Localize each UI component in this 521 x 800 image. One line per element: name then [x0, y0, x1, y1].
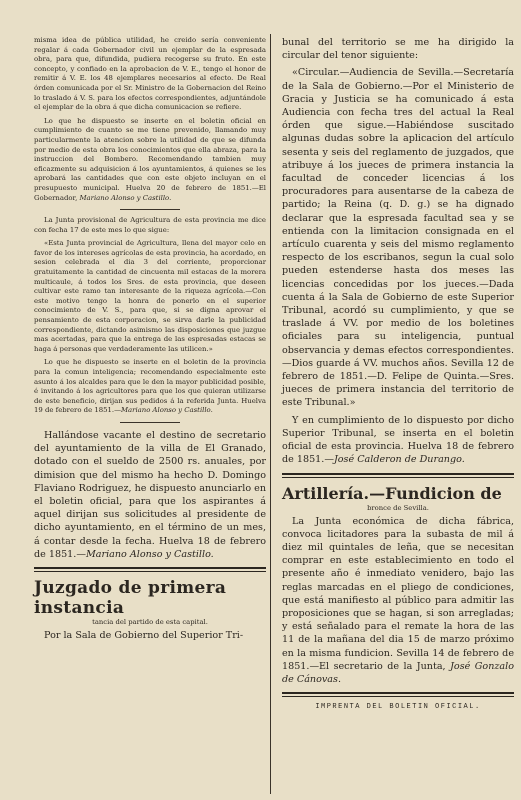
separator-rule — [120, 209, 180, 210]
section-subtitle: tancia del partido de esta capital. — [92, 618, 208, 626]
section-title: Artillería.—Fundicion de — [282, 483, 502, 503]
article-paragraph: «Esta Junta provincial de Agricultura, llena del mayor celo en favor de los intereses agrícolas de esta provincia, ha acordado, en sesion celebrada el dia 3 del corriente, proporcionar gratuitamente la cantidad de cincuenta mil estacas de la morera multicaule, á todos los Sres. de esta provincia, que deseen cultivar este ramo tan interesante de la riqueza agrícola.—Con este motivo tengo la honra de ponerlo en el superior conocimiento de V. S., para que, si se digna aprovar el pensamiento de esta corporacion, se sirva darle la publicidad correspondiente, dictando asimismo las disposiciones que juzgue mas acertadas, para que la entrega de las espresadas estacas se haga á personas que verdaderamente las utilicen.» — [34, 239, 266, 353]
section-subtitle: bronce de Sevilla. — [367, 503, 429, 512]
left-column — [34, 36, 266, 646]
separator-rule — [120, 422, 180, 423]
section-rule — [282, 473, 514, 478]
section-rule — [282, 692, 514, 697]
article-paragraph: La Junta económica de dicha fábrica, convoca licitadores para la subasta de mil á diez mil quintales de leña, que se necesitan comprar en este establecimiento en todo el presente año é inmediato venidero, bajo las reglas marcadas en el pliego de condiciones, que está manifiesto al público para admitir las proposiciones que se hagan, si son arregladas; y está señalado para el remate la hora de las 11 de la mañana del dia 15 de marzo próximo en la misma fundicion. Sevilla 14 de febrero de 1851.—El secretario de la Junta, José Gonzalo de Cánovas. — [282, 515, 514, 685]
article-paragraph: «Circular.—Audiencia de Sevilla.—Secretaría de la Sala de Gobierno.—Por el Ministerio de Gracia y Justicia se ha comunicado á esta Audiencia con fecha tres del actual la Real órden que sigue.—Habiéndose suscitado algunas dudas sobre la aplicacion del artículo sesenta y seis del reglamento de juzgados, que atribuye á los jueces de primera instancia la facultad de conceder licencias á los procuradores para ausentarse de la cabeza de partido; la Reina (q. D. g.) se ha dignado declarar que la espresada facultad sea y se entienda con la limitacion consignada en el artículo cuarenta y seis del mismo reglamento respecto de los escribanos, segun la cual solo pueden estenderse hasta dos meses las licencias concedidas por los jueces.—Dada cuenta á la Sala de Gobierno de este Superior Tribunal, acordó su cumplimiento, y que se traslade á VV. por medio de los boletines oficiales para su inteligencia, puntual observancia y demas efectos correspondientes.—Dios guarde á VV. muchos años. Sevilla 12 de febrero de 1851.—D. Felipe de Quinta.—Sres. jueces de primera instancia del territorio de este Tribunal.» — [282, 67, 514, 409]
section-rule — [34, 567, 266, 572]
article-paragraph: Lo que he dispuesto se inserte en el boletin de la provincia para la comun inteligencia; recomendando especialmente este asunto á los alcaldes para que le den la mayor publicidad posible, é invitando á los agricultores para que los que quieran utilizarse de este beneficio, dirijan sus pedidos á la referida Junta. Huelva 19 de febrero de 1851.—Mariano Alonso y Castillo. — [34, 358, 266, 415]
article-paragraph: Lo que he dispuesto se inserte en el boletin oficial en cumplimiento de cuanto se me tiene prevenido, llamando muy particularmente la atencion sobre la utilidad de que se difunda por medio de esta obra los conocimientos que ella abraza, para la instruccion del Bombero. Recomendando tambien muy eficazmente su adquisicion á los ayuntamientos, á quienes se les aprobará las cantidades que con este objeto incluyan en el presupuesto municipal. Huelva 20 de febrero de 1851.—El Gobernador, Mariano Alonso y Castillo. — [34, 116, 266, 202]
printer-footer: IMPRENTA DEL BOLETIN OFICIAL. — [315, 703, 481, 712]
signature: José Gonzalo de Cánovas. — [282, 660, 514, 685]
article-paragraph: Hallándose vacante el destino de secretario del ayuntamiento de la villa de El Granado, dotado con el sueldo de 2500 rs. anuales, por dimision que del mismo ha hecho D. Domingo Flaviano Rodriguez, he dispuesto anunciarlo en el boletin oficial, para que los aspirantes á aquel dirijan sus solicitudes al presidente de dicho ayuntamiento, en el término de un mes, á contar desde la fecha. Huelva 18 de febrero de 1851.—Mariano Alonso y Castillo. — [34, 429, 266, 560]
article-paragraph: La Junta provisional de Agricultura de esta provincia me dice con fecha 17 de este mes lo que sigue: — [34, 216, 266, 234]
signature: Mariano Alonso y Castillo. — [85, 548, 214, 560]
article-paragraph: misma idea de pública utilidad, he creido sería conveniente regalar á cada Gobernador civil un ejemplar de la espresada obra, para que, difundida, pudiera recogerse su fruto. En este concepto, y confiado en la aprobacion de V. E., tengo el honor de remitir á V. E. los 48 ejemplares necesarios al efecto. De Real órden comunicada por el Sr. Ministro de la Gobernacion del Reino lo traslado á V. S. para los efectos correspondientes, adjuntándole el ejemplar de la obra á que dicha comunicacion se refiere. — [34, 36, 266, 112]
section-title: Juzgado de primera instancia — [34, 578, 227, 618]
article-paragraph: bunal del territorio se me ha dirigido la circular del tenor siguiente: — [282, 37, 514, 62]
column-divider — [270, 34, 271, 794]
signature: Mariano Alonso y Castillo. — [79, 193, 172, 202]
signature: José Calderon de Durango. — [333, 454, 465, 466]
signature: Mariano Alonso y Castillo. — [120, 406, 213, 415]
article-paragraph: Y en cumplimiento de lo dispuesto por dicho Superior Tribunal, se inserta en el boletin oficial de esta provincia. Huelva 18 de febrero de 1851.—José Calderon de Durango. — [282, 414, 514, 466]
article-paragraph: Por la Sala de Gobierno del Superior Tri- — [44, 630, 244, 641]
right-column — [282, 36, 514, 711]
